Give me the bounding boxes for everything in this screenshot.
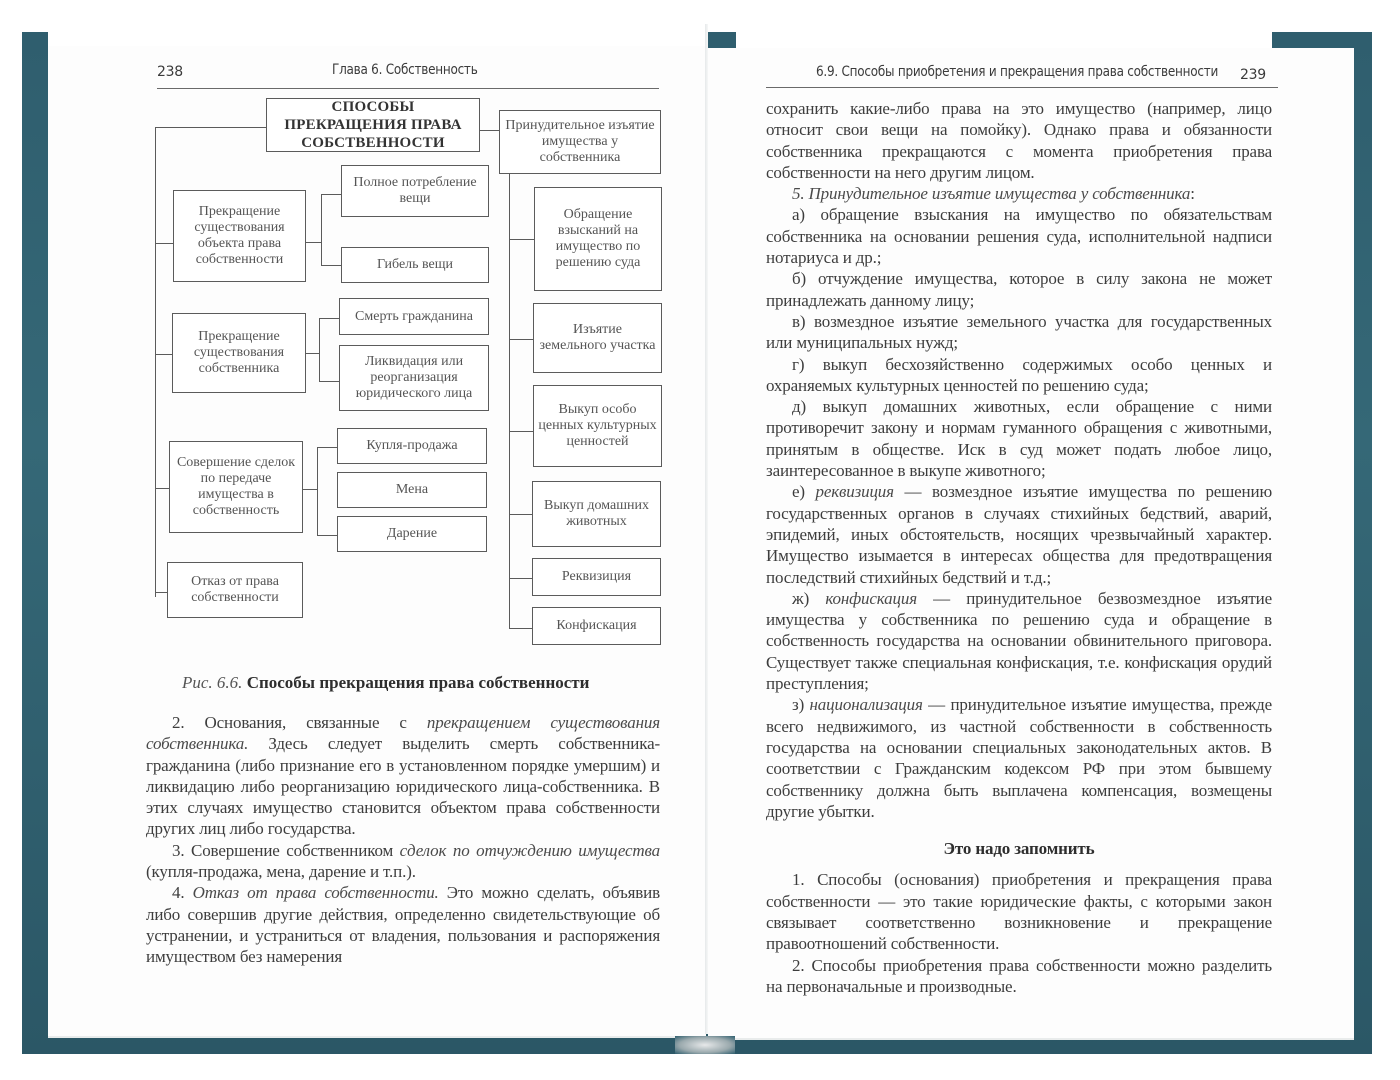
left-page-top-edge xyxy=(48,24,708,46)
book-spine xyxy=(675,1036,735,1054)
diagram-connector xyxy=(509,174,510,628)
page-number-left: 238 xyxy=(157,64,183,80)
right-page-top-edge xyxy=(736,24,1272,48)
diagram-node-consumption: Полное потребление вещи xyxy=(341,165,489,217)
diagram-node-destruction: Гибель вещи xyxy=(341,247,489,283)
diagram-node-foreclosure: Обращение взысканий на имущество по решению суда xyxy=(534,187,662,291)
diagram-node-confiscation: Конфискация xyxy=(532,607,661,645)
list-item: е) реквизиция — возмездное изъятие имущества по решению государственных органов в случаях стихийных бедствий, аварий, эпидемий, иных обстоятельств, носящих чрезвычайный характер. Имущество изымается в интересах общества для предотвращения последствий стихийных бедствий и т.д.; xyxy=(766,482,1272,587)
diagram-connector xyxy=(509,239,534,240)
diagram-connector xyxy=(155,243,173,244)
diagram-node-forced-seizure: Принудительное изъятие имущества у собственника xyxy=(499,110,661,174)
diagram-node-renunciation: Отказ от права собственности xyxy=(167,562,303,618)
diagram-connector xyxy=(306,353,320,354)
diagram-connector xyxy=(321,194,341,195)
diagram-connector xyxy=(317,535,337,536)
diagram-connector xyxy=(509,514,534,515)
diagram-connector xyxy=(155,354,173,355)
diagram-connector xyxy=(319,318,339,319)
diagram-node-object-ceases: Прекращение существования объекта права собственности xyxy=(173,190,306,282)
diagram-node-animal-buyout: Выкуп домашних животных xyxy=(532,481,661,547)
diagram-connector xyxy=(509,628,534,629)
diagram-node-citizen-death: Смерть гражданина xyxy=(339,298,489,335)
header-rule-left xyxy=(157,88,659,89)
list-item: г) выкуп бесхозяйственно содержимых особо ценных и охраняемых культурных ценностей по решению суда; xyxy=(766,354,1272,395)
paragraph: 2. Основания, связанные с прекращением существования собственника. Здесь следует выделить смерть собственника-гражданина (либо признание его в установленном порядке умершим) и ликвидацию либо реорганизацию юридического лица-собственника. В этих случаях имущество становится объектом права собственности других лиц либо государства. xyxy=(146,713,660,839)
diagram-connector xyxy=(317,447,337,448)
figure-title: Способы прекращения права собственности xyxy=(246,673,590,692)
figure-caption xyxy=(182,673,589,693)
remember-item: 1. Способы (основания) приобретения и прекращения права собственности — это такие юридические факты, с которыми закон связывает соответственно возникновение и прекращение правоотношений собственности. xyxy=(766,870,1272,954)
diagram-node-requisition: Реквизиция xyxy=(532,558,661,596)
diagram-node-owner-ceases: Прекращение существования собственника xyxy=(172,313,306,393)
figure-number: Рис. 6.6. xyxy=(182,673,243,692)
diagram-connector xyxy=(509,339,534,340)
left-body-text xyxy=(146,712,660,968)
list-item: б) отчуждение имущества, которое в силу закона не может принадлежать данному лицу; xyxy=(766,269,1272,310)
remember-heading: Это надо запомнить xyxy=(943,839,1095,859)
diagram-connector xyxy=(321,194,322,266)
diagram-node-gift: Дарение xyxy=(337,516,487,552)
diagram-node-cultural-buyout: Выкуп особо ценных культурных ценностей xyxy=(533,385,662,467)
diagram-connector xyxy=(155,127,156,597)
diagram-connector xyxy=(509,578,534,579)
diagram-connector xyxy=(303,489,317,490)
diagram-node-exchange: Мена xyxy=(337,472,487,508)
list-item: з) национализация — принудительное изъятие имущества, прежде всего недвижимого, из частной собственности в собственность государства на основании специальных законодательных актов. В соответствии с Гражданским кодексом РФ при этом бывшему собственнику должна быть выплачена компенсация, возмещены другие убытки. xyxy=(766,695,1272,821)
right-body-text xyxy=(766,98,1272,997)
diagram-root-node: СПОСОБЫ ПРЕКРАЩЕНИЯ ПРАВА СОБСТВЕННОСТИ xyxy=(266,98,480,152)
diagram-connector xyxy=(155,127,267,128)
diagram-connector xyxy=(319,381,339,382)
remember-item: 2. Способы приобретения права собственности можно разделить на первоначальные и производные. xyxy=(766,955,1272,996)
diagram-connector xyxy=(319,318,320,382)
list-item: д) выкуп домашних животных, если обращение с ними противоречит закону и нормам гуманного обращения с животными, принятым в обществе. Иск в суд может подать любое лицо, заинтересованное в выкупе животного; xyxy=(766,397,1272,481)
list-item: а) обращение взыскания на имущество по обязательствам собственника на основании решения суда, исполнительной надписи нотариуса и др.; xyxy=(766,205,1272,268)
paragraph: 5. Принудительное изъятие имущества у собственника: xyxy=(792,184,1195,204)
diagram-node-transactions: Совершение сделок по передаче имущества в собственность xyxy=(169,441,303,533)
book-gutter xyxy=(705,24,708,1034)
paragraph: 4. Отказ от права собственности. Это можно сделать, объявив либо совершив другие действия, определенно свидетельствующие об устранении, и устраниться от владения, пользования и распоряжения имуществом без намерения xyxy=(146,883,660,967)
list-item: в) возмездное изъятие земельного участка для государственных или муниципальных нужд; xyxy=(766,311,1272,353)
running-head-right: 6.9. Способы приобретения и прекращения права собственности xyxy=(816,64,1219,80)
diagram-connector xyxy=(317,447,318,535)
diagram-node-liquidation: Ликвидация или реорганизация юридического лица xyxy=(339,345,489,411)
diagram-node-sale: Купля-продажа xyxy=(337,428,487,464)
diagram-connector xyxy=(321,265,341,266)
header-rule-right xyxy=(766,87,1278,88)
running-head-left: Глава 6. Собственность xyxy=(332,62,478,78)
diagram-connector xyxy=(480,130,500,131)
page-number-right: 239 xyxy=(1240,67,1266,83)
paragraph: 3. Совершение собственником сделок по отчуждению имущества (купля-продажа, мена, дарение и т.п.). xyxy=(146,840,660,882)
diagram-connector xyxy=(306,242,322,243)
paragraph: сохранить какие-либо права на это имущество (например, лицо относит свои вещи на помойку). Однако права и обязанности собственника прекращаются с момента приобретения права собственности на него другим лицом. xyxy=(766,99,1272,182)
list-item: ж) конфискация — принудительное безвозмездное изъятие имущества у собственника по решению суда и обращение в собственность государства на основании обвинительного приговора. Существует также специальная конфискация, т.е. конфискация орудий преступления; xyxy=(766,588,1272,694)
diagram-connector xyxy=(509,431,534,432)
diagram-node-land-seizure: Изъятие земельного участка xyxy=(533,303,662,373)
